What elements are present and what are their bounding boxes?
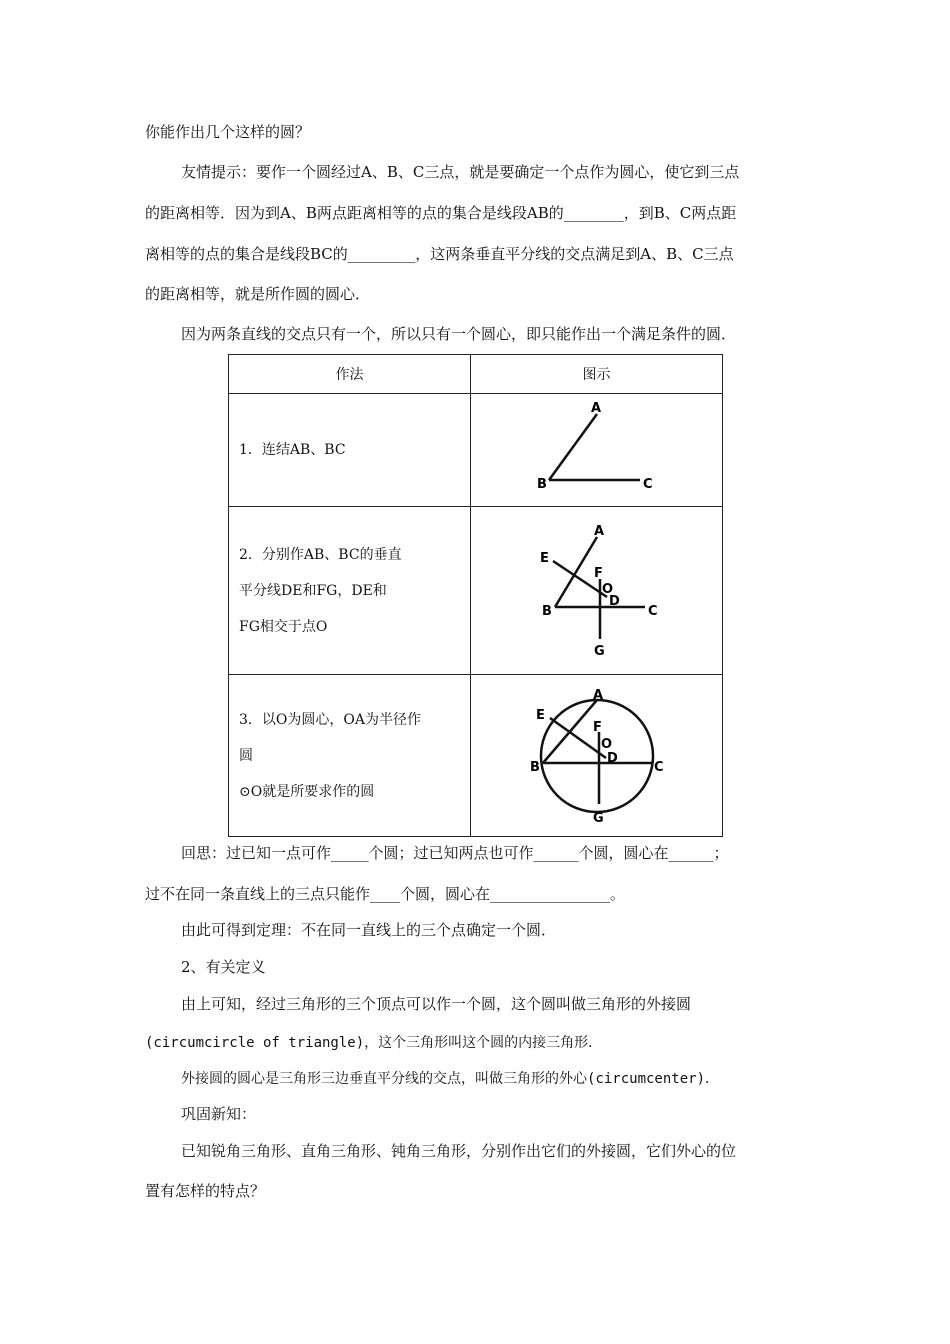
paragraph-reflection-cont: 过不在同一条直线上的三点只能作____个圆，圆心在________________。 [145, 885, 626, 903]
step-2-line-1: 2．分别作AB、BC的垂直 [239, 546, 402, 563]
label-o: O [600, 736, 612, 752]
label-a: A [593, 523, 604, 539]
header-figure: 图示 [471, 355, 723, 394]
paragraph-1: 你能作出几个这样的圆？ [145, 123, 311, 141]
label-a: A [590, 401, 601, 416]
step-1-label: 1．连结AB、BC [239, 442, 346, 458]
paragraph-hint-cont-3: 的距离相等，就是所作圆的圆心． [145, 285, 371, 303]
step-3-figure-cell [471, 675, 723, 837]
step-1-text [229, 394, 471, 507]
step-2-line-3: FG相交于点O [239, 618, 328, 635]
section-heading-definitions: 2、有关定义 [181, 958, 266, 976]
paragraph-reflection: 回思：过已知一点可作_____个圆；过已知两点也可作______个圆，圆心在______； [181, 844, 729, 862]
figure-angle-abc [527, 400, 667, 500]
table-row [229, 394, 723, 507]
step-3-line-2: 圆 [239, 747, 253, 764]
figure-perpendicular-bisectors [522, 521, 672, 661]
table-row [229, 507, 723, 675]
paragraph-hint-cont-1: 的距离相等．因为到A、B两点距离相等的点的集合是线段AB的________，到B、C两点距 [145, 204, 737, 222]
label-d: D [606, 750, 618, 766]
label-c: C [653, 759, 664, 775]
paragraph-one-center: 因为两条直线的交点只有一个，所以只有一个圆心，即只能作出一个满足条件的圆． [181, 325, 737, 343]
step-2-figure-cell [471, 507, 723, 675]
figure-circumcircle [522, 686, 672, 826]
label-c: C [642, 477, 653, 492]
step-1-figure-cell [471, 394, 723, 507]
step-3-line-3: ⊙O就是所要求作的圆 [239, 783, 375, 800]
segment-ab [555, 537, 597, 607]
label-b: B [529, 759, 540, 775]
table-header-row [229, 355, 723, 394]
section-heading-consolidate: 巩固新知： [181, 1105, 257, 1123]
label-d: D [608, 593, 620, 609]
label-a: A [592, 687, 603, 703]
step-2-line-2: 平分线DE和FG，DE和 [239, 582, 387, 599]
table-row [229, 675, 723, 837]
step-3-text [229, 675, 471, 837]
paragraph-circumcenter: 外接圆的圆心是三角形三边垂直平分线的交点，叫做三角形的外心(circumcenter)． [181, 1071, 720, 1087]
paragraph-definition: 由上可知，经过三角形的三个顶点可以作一个圆，这个圆叫做三角形的外接圆 [181, 995, 692, 1013]
label-b: B [536, 477, 547, 492]
paragraph-exercise-cont: 置有怎样的特点？ [145, 1182, 266, 1200]
label-o: O [601, 581, 613, 597]
header-method: 作法 [229, 355, 471, 394]
paragraph-hint-cont-2: 离相等的点的集合是线段BC的_________，这两条垂直平分线的交点满足到A、B、C三点 [145, 245, 734, 263]
paragraph-exercise: 已知锐角三角形、直角三角形、钝角三角形，分别作出它们的外接圆，它们外心的位 [181, 1142, 737, 1160]
label-e: E [539, 550, 549, 566]
paragraph-definition-cont: (circumcircle of triangle)，这个三角形叫这个圆的内接三角形． [145, 1035, 603, 1051]
label-g: G [592, 810, 604, 826]
label-g: G [593, 643, 605, 659]
segment-ab [549, 414, 597, 480]
label-c: C [647, 603, 658, 619]
label-f: F [593, 565, 603, 581]
circle-o [541, 700, 653, 812]
step-2-text [229, 507, 471, 675]
label-b: B [541, 603, 552, 619]
step-3-line-1: 3．以O为圆心，OA为半径作 [239, 711, 421, 728]
paragraph-hint: 友情提示：要作一个圆经过A、B、C三点，就是要确定一个点作为圆心，使它到三点 [181, 163, 740, 181]
label-e: E [535, 707, 545, 723]
paragraph-theorem: 由此可得到定理：不在同一直线上的三个点确定一个圆． [181, 921, 557, 939]
construction-steps-table [228, 354, 723, 837]
label-f: F [592, 719, 602, 735]
